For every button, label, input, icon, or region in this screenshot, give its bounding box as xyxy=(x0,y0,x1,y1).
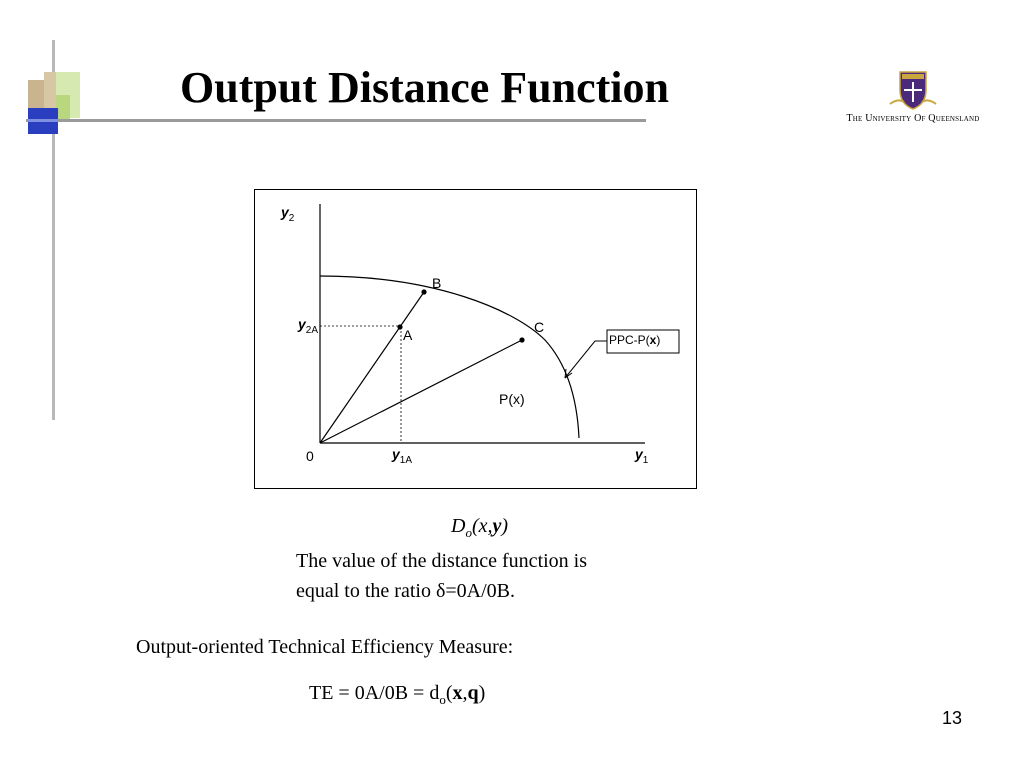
axis-x-label: $y_1$ xyxy=(635,446,649,466)
te-formula: TE = $0A/0B = d_o(x,q)$ xyxy=(309,682,486,707)
origin-label: 0 xyxy=(306,448,314,464)
point-a-marker xyxy=(397,324,402,329)
region-label: P(x) xyxy=(499,391,525,407)
deco-green-block-2 xyxy=(56,95,70,119)
distance-function-formula: $D_o(x,y)$ xyxy=(451,515,509,540)
ray-0b xyxy=(320,292,424,443)
description-line-2: equal to the ratio δ=0A/0B. xyxy=(296,580,515,602)
page-number: 13 xyxy=(942,708,963,728)
distance-function-diagram xyxy=(254,189,697,489)
slide-title: Output Distance Function xyxy=(180,63,669,112)
point-b-marker xyxy=(421,289,426,294)
point-b-label: B xyxy=(432,275,442,291)
point-c-label: C xyxy=(534,319,545,335)
point-a-label: A xyxy=(403,327,413,343)
description-line-1: The value of the distance function is xyxy=(296,550,588,572)
axis-y-label: $y_2$ xyxy=(281,204,295,224)
university-name: The University Of Queensland xyxy=(846,113,980,124)
university-crest-icon xyxy=(838,68,988,112)
distance-function-description xyxy=(296,546,587,606)
point-c-marker xyxy=(519,337,524,342)
tick-y1a-label: $y_{1A}$ xyxy=(392,446,413,466)
ppc-pointer-arrow xyxy=(565,341,607,378)
ray-0c xyxy=(320,340,522,443)
deco-horizontal-line xyxy=(26,119,646,122)
ppc-label: PPC-P(x) xyxy=(609,333,661,347)
tick-y2a-label: $y_{2A}$ xyxy=(298,316,319,336)
deco-blue-stripe xyxy=(28,119,58,122)
university-logo xyxy=(838,68,988,128)
ppc-curve xyxy=(320,276,579,438)
efficiency-measure-label: Output-oriented Technical Efficiency Measure: xyxy=(136,636,514,658)
